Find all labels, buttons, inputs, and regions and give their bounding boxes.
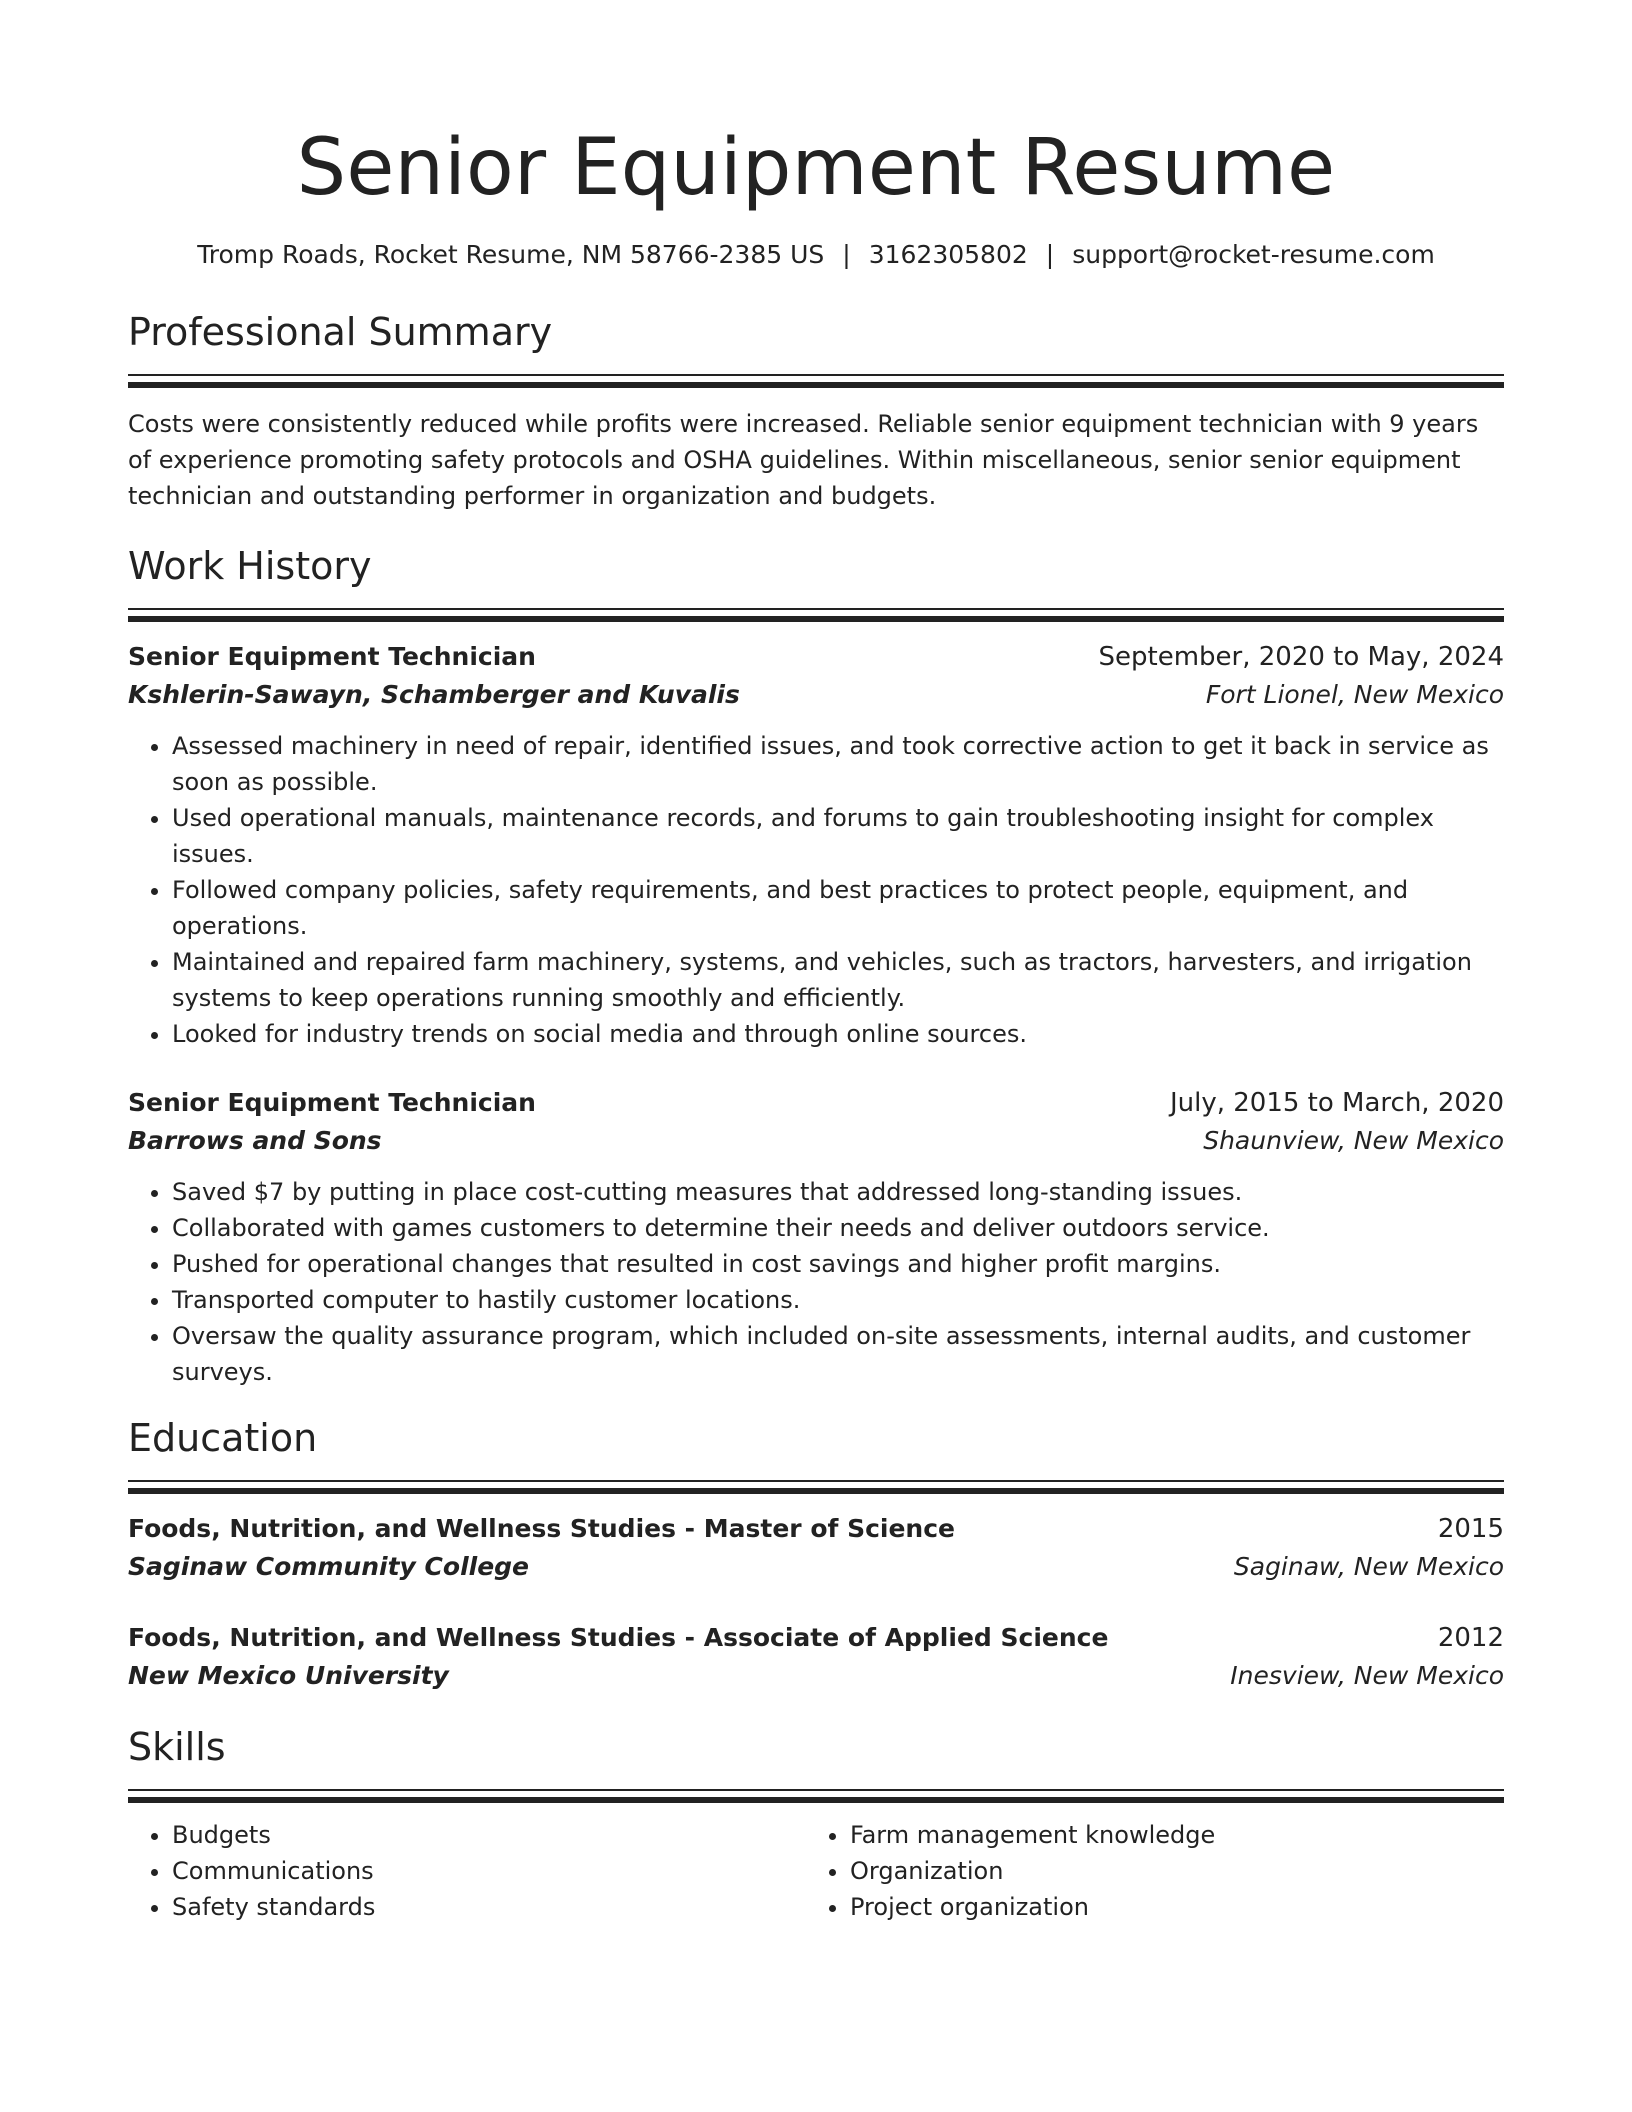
job-company-row: [128, 676, 1504, 714]
section-title-work: Work History: [128, 544, 372, 588]
education-degree: Foods, Nutrition, and Wellness Studies - Associate of Applied Science: [128, 1623, 1109, 1652]
job-bullet: • Saved $7 by putting in place cost-cutting measures that addressed long-standing issues.: [172, 1174, 1504, 1210]
summary-text: Costs were consistently reduced while profits were increased. Reliable senior equipment technician with 9 years of experience promoting safety protocols and OSHA guidelines. Within miscellaneous, senior senior equipment technician and outstanding performer in organization and budgets.: [128, 410, 1479, 510]
contact-email: support@rocket-resume.com: [1072, 240, 1435, 269]
job-bullets: [128, 1174, 1504, 1390]
skills-section: [128, 1723, 1504, 1925]
summary-section: [128, 308, 1504, 514]
education-school-row: [128, 1657, 1504, 1695]
education-header-row: [128, 1510, 1504, 1548]
section-rule-thin: [128, 1789, 1504, 1791]
resume-page: [128, 0, 1504, 1925]
skills-list: [128, 1817, 806, 1925]
education-entry: [128, 1510, 1504, 1586]
job-bullet: • Looked for industry trends on social media and through online sources.: [172, 1016, 1504, 1052]
skills-columns: [128, 1817, 1504, 1925]
contact-address: Tromp Roads, Rocket Resume, NM 58766-2385 US: [197, 240, 825, 269]
job-bullet: • Used operational manuals, maintenance records, and forums to gain troubleshooting insight for complex issues.: [172, 800, 1504, 872]
contact-line: [128, 238, 1504, 272]
skill-item: • Safety standards: [172, 1889, 806, 1925]
section-rule-thin: [128, 1480, 1504, 1482]
education-entry: [128, 1619, 1504, 1695]
contact-separator: |: [1045, 240, 1055, 269]
education-header-row: [128, 1619, 1504, 1657]
section-rule-thick: [128, 1797, 1504, 1803]
job-dates: July, 2015 to March, 2020: [1169, 1088, 1504, 1118]
job-company: Barrows and Sons: [128, 1126, 382, 1155]
education-year: 2012: [1437, 1623, 1504, 1653]
skill-item: • Project organization: [850, 1889, 1484, 1925]
section-rule-thin: [128, 374, 1504, 376]
job-title: Senior Equipment Technician: [128, 1088, 536, 1117]
job-entry: [128, 638, 1504, 1052]
resume-name: Senior Equipment Resume: [296, 123, 1336, 213]
job-location: Shaunview, New Mexico: [1203, 1126, 1504, 1155]
section-title-skills: Skills: [128, 1725, 226, 1769]
job-bullet: • Maintained and repaired farm machinery, systems, and vehicles, such as tractors, harvesters, and irrigation systems to keep operations running smoothly and efficiently.: [172, 944, 1504, 1016]
job-bullet: • Followed company policies, safety requirements, and best practices to protect people, equipment, and operations.: [172, 872, 1504, 944]
section-rule-thick: [128, 1488, 1504, 1494]
skill-item: • Farm management knowledge: [850, 1817, 1484, 1853]
job-bullet: • Pushed for operational changes that resulted in cost savings and higher profit margins.: [172, 1246, 1504, 1282]
education-location: Saginaw, New Mexico: [1233, 1552, 1504, 1581]
skill-item: • Organization: [850, 1853, 1484, 1889]
job-entry: [128, 1084, 1504, 1390]
section-title-education: Education: [128, 1416, 318, 1460]
education-school-row: [128, 1548, 1504, 1586]
work-section: [128, 542, 1504, 1390]
skill-item: • Budgets: [172, 1817, 806, 1853]
job-company-row: [128, 1122, 1504, 1160]
job-bullet: • Oversaw the quality assurance program, which included on-site assessments, internal audits, and customer surveys.: [172, 1318, 1504, 1390]
skills-column-left: [128, 1817, 806, 1925]
education-degree: Foods, Nutrition, and Wellness Studies - Master of Science: [128, 1514, 956, 1543]
section-rule-thick: [128, 382, 1504, 388]
job-bullet: • Collaborated with games customers to determine their needs and deliver outdoors service.: [172, 1210, 1504, 1246]
job-bullet: • Transported computer to hastily customer locations.: [172, 1282, 1504, 1318]
section-rule-thick: [128, 616, 1504, 622]
education-school: New Mexico University: [128, 1661, 449, 1690]
skill-item: • Communications: [172, 1853, 806, 1889]
job-header-row: [128, 638, 1504, 676]
skills-column-right: [806, 1817, 1484, 1925]
section-title-summary: Professional Summary: [128, 310, 553, 354]
job-company: Kshlerin-Sawayn, Schamberger and Kuvalis: [128, 680, 740, 709]
education-location: Inesview, New Mexico: [1230, 1661, 1504, 1690]
job-location: Fort Lionel, New Mexico: [1205, 680, 1504, 709]
job-dates: September, 2020 to May, 2024: [1098, 642, 1504, 672]
skills-list: [806, 1817, 1484, 1925]
section-rule-thin: [128, 608, 1504, 610]
contact-separator: |: [842, 240, 851, 269]
job-title: Senior Equipment Technician: [128, 642, 536, 671]
job-header-row: [128, 1084, 1504, 1122]
education-year: 2015: [1437, 1514, 1504, 1544]
contact-phone: 3162305802: [868, 240, 1028, 269]
job-bullet: • Assessed machinery in need of repair, identified issues, and took corrective action to get it back in service as soon as possible.: [172, 728, 1504, 800]
education-school: Saginaw Community College: [128, 1552, 530, 1581]
education-section: [128, 1414, 1504, 1695]
job-bullets: [128, 728, 1504, 1052]
